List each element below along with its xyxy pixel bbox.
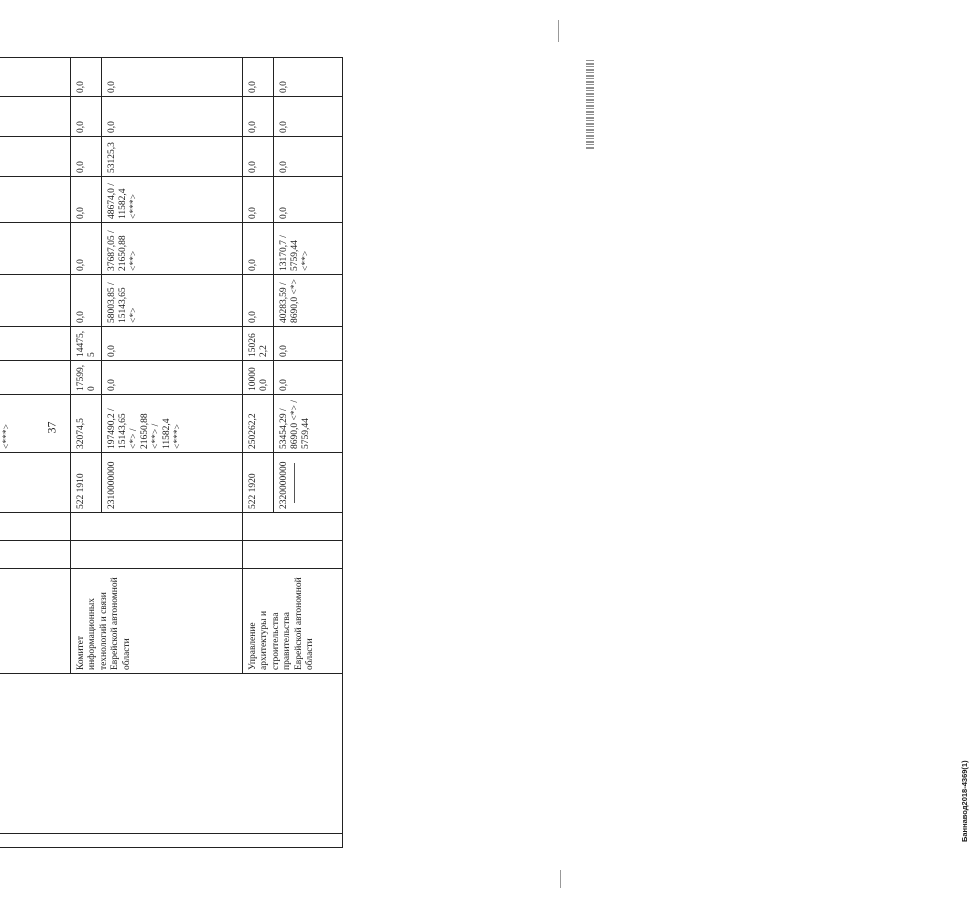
table-cell: 2310000000 [102, 453, 243, 513]
table-cell: 0,0 [274, 97, 343, 137]
program-name [0, 674, 343, 834]
table-cell: 0,0 [274, 327, 343, 361]
table-cell: 0,0 [71, 223, 102, 275]
table-cell [0, 541, 71, 569]
table-cell [0, 177, 71, 223]
table-cell: 100000,0 [243, 361, 274, 395]
table-cell: 32074,5 [71, 395, 102, 453]
table-cell: 0,0 [243, 58, 274, 97]
responsible-committee: Комитет информационных технологий и связи Еврейской автономной области [71, 569, 243, 674]
table-cell: 0,0 [274, 177, 343, 223]
table-cell: 522 1910 [71, 453, 102, 513]
table-cell: 53125,3 [102, 137, 243, 177]
table-cell: 0,0 [274, 137, 343, 177]
table-cell [243, 541, 343, 569]
table-cell: 0,0 [243, 275, 274, 327]
table-cell: 14475,5 [71, 327, 102, 361]
responsible-directorate: Управление архитектуры и строительства правительства Еврейской автономной области [243, 569, 343, 674]
table-cell [0, 361, 71, 395]
scan-edge-mark [558, 20, 559, 42]
table-cell: <***> [0, 395, 71, 453]
table-cell [274, 453, 343, 513]
page-number: 37 [44, 421, 59, 434]
table-cell: 0,0 [102, 97, 243, 137]
table-cell: 0,0 [274, 361, 343, 395]
table-cell: 522 1920 [243, 453, 274, 513]
table-cell: 37687,05 / 21650,88 <**> [102, 223, 243, 275]
table-cell: 0,0 [71, 275, 102, 327]
table-cell: 0,0 [243, 223, 274, 275]
table-cell: 250262,2 [243, 395, 274, 453]
table-cell [0, 834, 343, 848]
rotated-table-wrapper [0, 62, 320, 848]
cell-value: 2320000000 [279, 461, 289, 509]
table-cell: 0,0 [243, 137, 274, 177]
document-stamp: Баннавод2018-4369(1) [960, 760, 969, 842]
scan-edge-mark [560, 870, 561, 888]
table-cell: 40283,59 / 8690,0 <*> [274, 275, 343, 327]
table-cell: 58003,85 / 15143,65 <*> [102, 275, 243, 327]
table-cell: 0,0 [243, 97, 274, 137]
table-cell: 17599,0 [71, 361, 102, 395]
table-cell: 0,0 [102, 327, 243, 361]
table-cell [0, 275, 71, 327]
table-cell [0, 97, 71, 137]
table-cell [0, 137, 71, 177]
table-cell [243, 513, 343, 541]
table-cell: 0,0 [102, 58, 243, 97]
table-row [0, 58, 71, 848]
table-cell: 48674,0 / 11582,4 <***> [102, 177, 243, 223]
table-cell: 13170,7 / 5759,44 <**> [274, 223, 343, 275]
table-cell [0, 327, 71, 361]
table-cell [71, 541, 243, 569]
table-cell [0, 569, 71, 674]
table-cell [0, 58, 71, 97]
budget-table [0, 57, 343, 848]
table-cell: 0,0 [71, 58, 102, 97]
divider [294, 463, 295, 503]
table-cell: 150262,2 [243, 327, 274, 361]
table-cell [0, 513, 71, 541]
table-cell: 53454,29 / 8690,0 <*> / 5759,44 [274, 395, 343, 453]
barcode-icon [586, 60, 594, 150]
table-cell: 0,0 [71, 137, 102, 177]
table-cell [0, 223, 71, 275]
table-cell: 0,0 [71, 177, 102, 223]
table-cell: 0,0 [243, 177, 274, 223]
table-cell [0, 453, 71, 513]
table-cell: 0,0 [102, 361, 243, 395]
table-cell [71, 513, 243, 541]
table-cell: 197490,2 / 15143,65 <*> / 21650,88 <**> / 11582,4 <***> [102, 395, 243, 453]
table-cell: 0,0 [71, 97, 102, 137]
table-cell: 0,0 [274, 58, 343, 97]
